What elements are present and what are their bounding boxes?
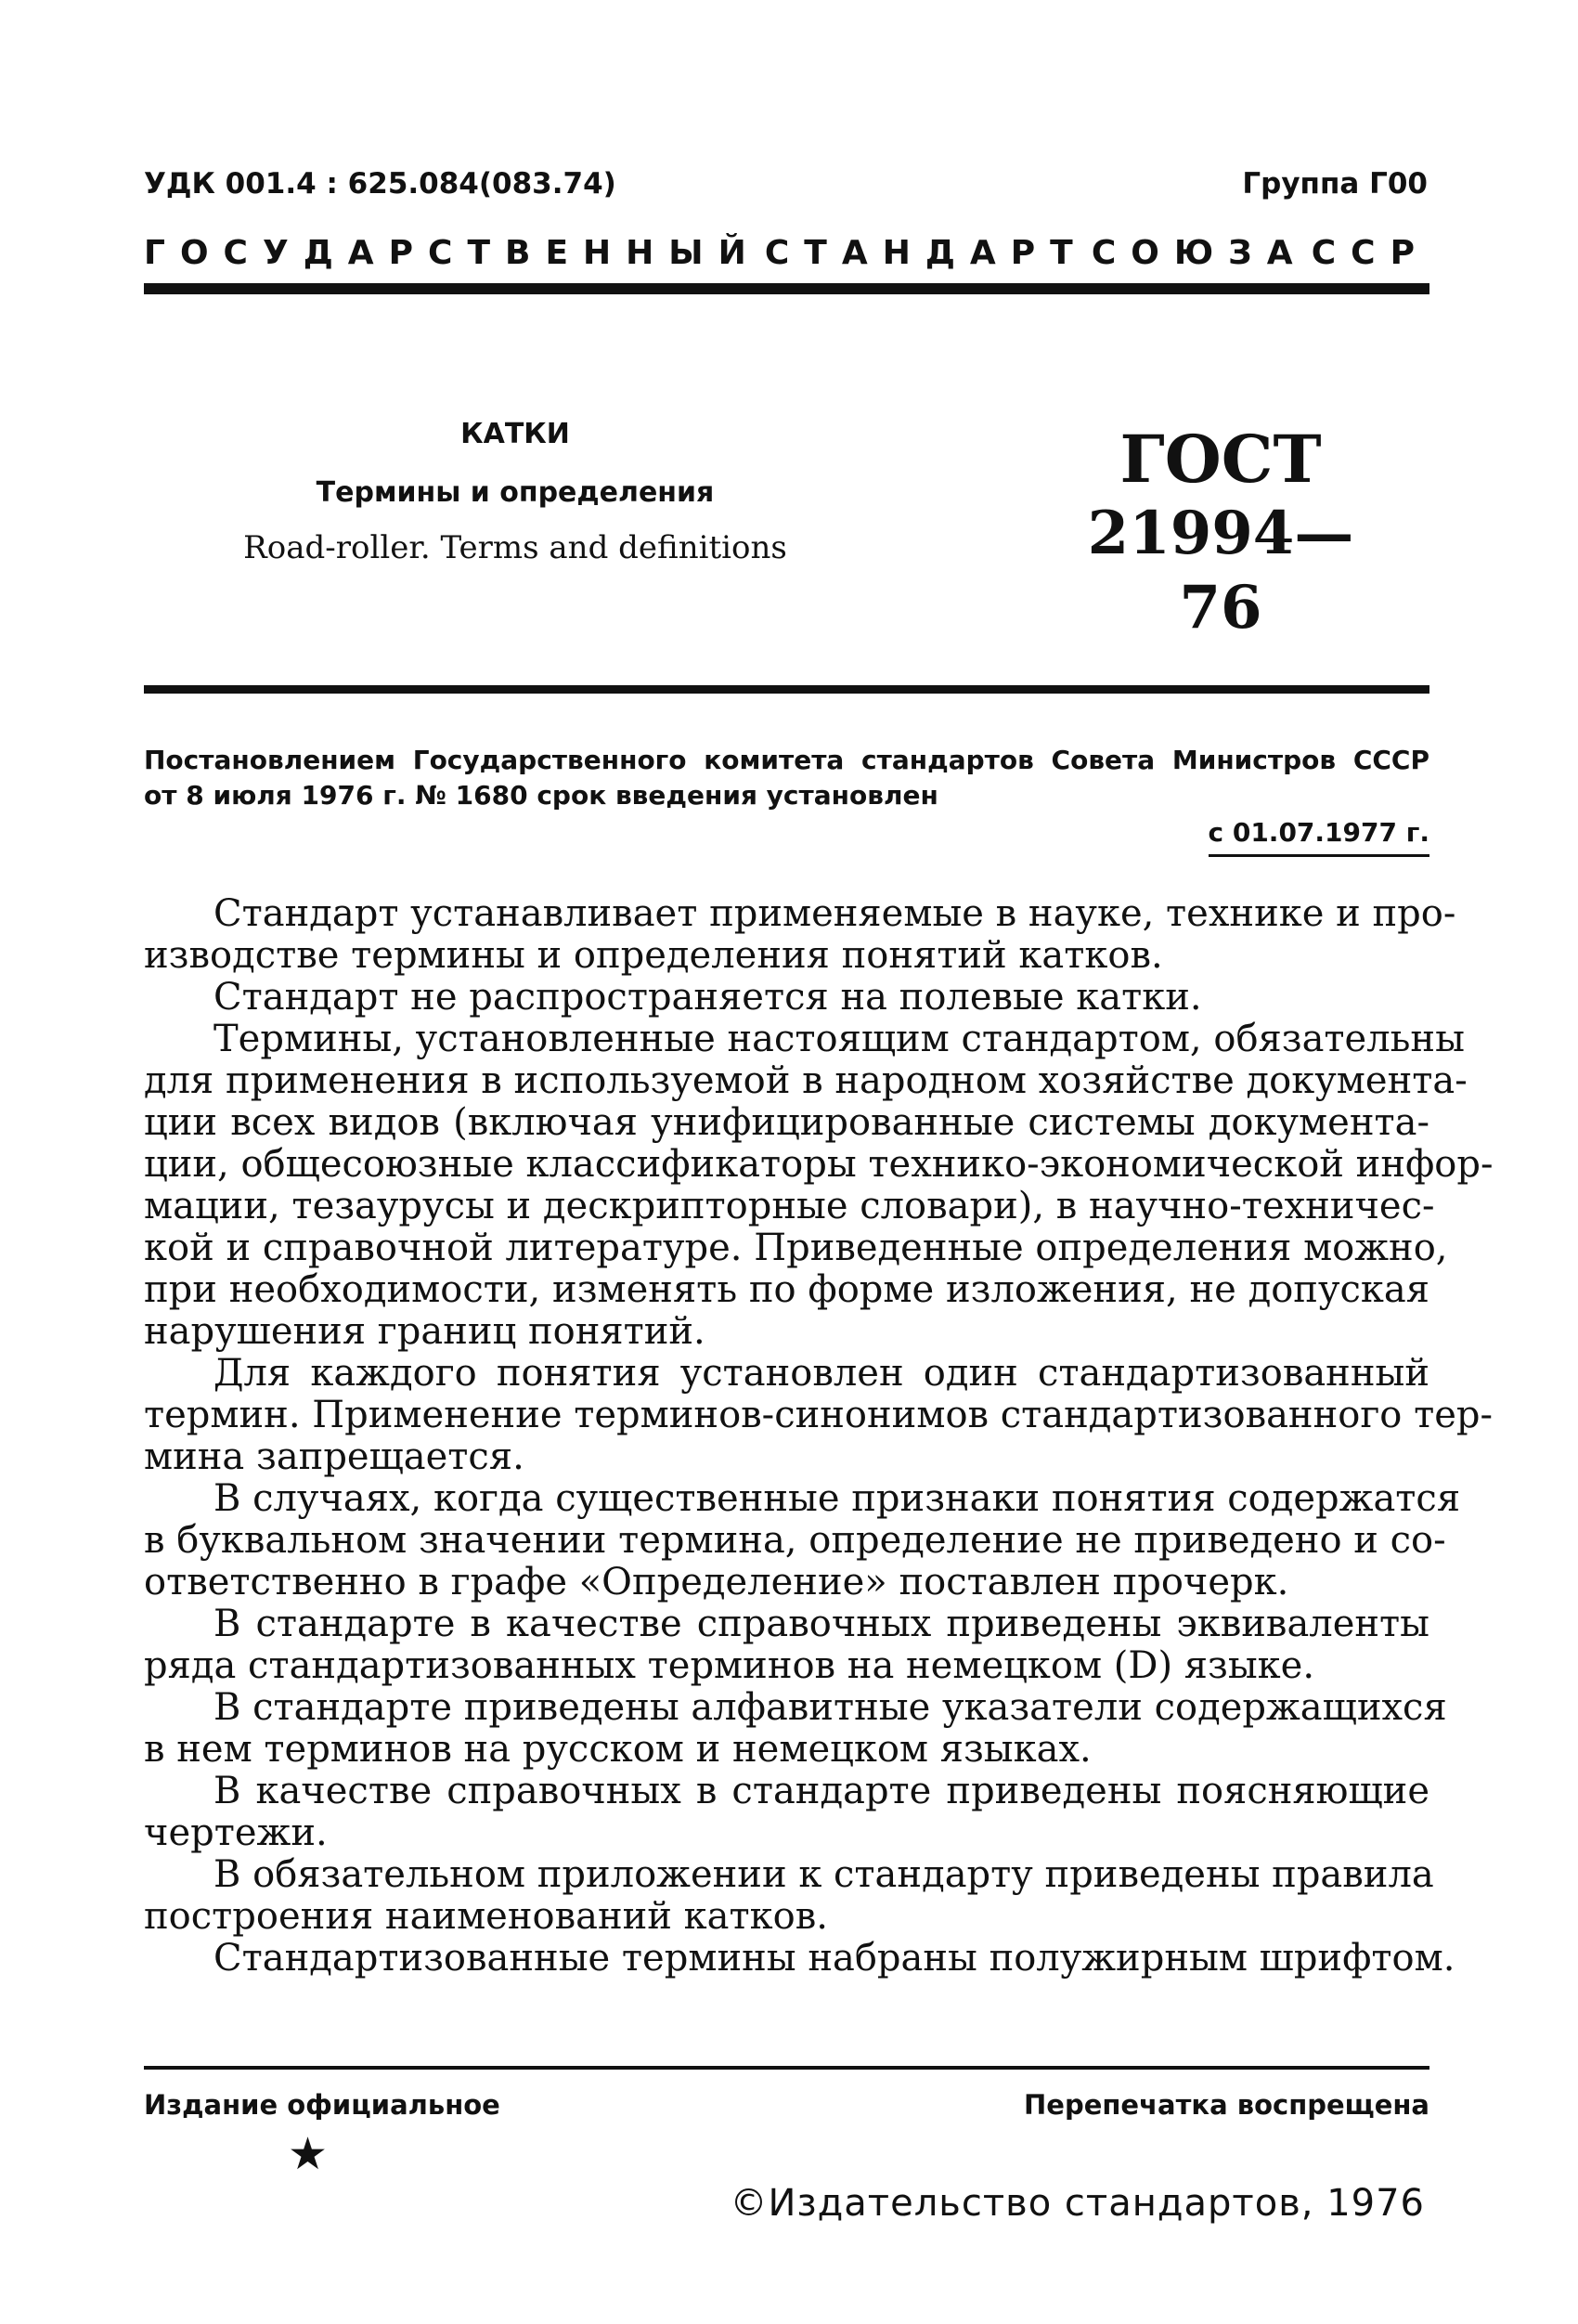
body-line: мации, тезаурусы и дескрипторные словари), в научно-техничес- bbox=[144, 1185, 1435, 1227]
body-line: ответственно в графе «Определение» поставлен прочерк. bbox=[144, 1561, 1289, 1603]
body-line: термин. Применение терминов-синонимов стандартизованного тер- bbox=[144, 1394, 1494, 1436]
body-line: ции всех видов (включая унифицированные системы документа- bbox=[144, 1101, 1429, 1144]
body-line: в нем терминов на русском и немецком языках. bbox=[144, 1728, 1092, 1771]
body-line: Термины, установленные настоящим стандартом, обязательны bbox=[213, 1018, 1465, 1060]
heading-word: ССР bbox=[1311, 234, 1429, 272]
body-line: при необходимости, изменять по форме изложения, не допуская bbox=[144, 1268, 1429, 1311]
gost-designation bbox=[1058, 422, 1383, 645]
body-line: кой и справочной литературе. Приведенные определения можно, bbox=[144, 1227, 1448, 1269]
effective-date: с 01.07.1977 г. bbox=[1209, 815, 1430, 857]
body-line: Стандарт не распространяется на полевые катки. bbox=[213, 976, 1202, 1019]
heading-word: ГОСУДАРСТВЕННЫЙ bbox=[144, 234, 761, 272]
body-line: В стандарте приведены алфавитные указатели содержащихся bbox=[213, 1686, 1447, 1729]
bottom-rule bbox=[144, 2066, 1429, 2070]
gost-number: 21994—76 bbox=[1087, 499, 1354, 643]
middle-rule bbox=[144, 685, 1429, 694]
title-block bbox=[144, 418, 886, 566]
body-line: В обязательном приложении к стандарту приведены правила bbox=[213, 1853, 1434, 1896]
body-line: В случаях, когда существенные признаки понятия содержатся bbox=[213, 1477, 1461, 1520]
body-line: мина запрещается. bbox=[144, 1435, 524, 1478]
body-line: В качестве справочных в стандарте приведены поясняющие bbox=[213, 1770, 1429, 1812]
group-code: Группа Г00 bbox=[1242, 167, 1428, 201]
body-line: Для каждого понятия установлен один стандартизованный bbox=[213, 1352, 1429, 1395]
body-line: ции, общесоюзные классификаторы технико-экономической инфор- bbox=[144, 1143, 1494, 1186]
resolution-line: Постановлением Государственного комитета стандартов Совета Министров СССР bbox=[144, 745, 1429, 775]
heading-word: СОЮЗА bbox=[1091, 234, 1308, 272]
body-line: для применения в используемой в народном хозяйстве документа- bbox=[144, 1059, 1468, 1102]
reprint-prohibited: Перепечатка воспрещена bbox=[1024, 2089, 1429, 2121]
heading-word: СТАНДАРТ bbox=[764, 234, 1088, 272]
doc-title-english: Road-roller. Terms and definitions bbox=[243, 529, 787, 566]
udk-code: УДК 001.4 : 625.084(083.74) bbox=[144, 167, 616, 201]
doc-title: КАТКИ bbox=[460, 418, 570, 450]
state-standard-heading bbox=[144, 234, 1429, 272]
body-line: Стандарт устанавливает применяемые в науке, технике и про- bbox=[213, 892, 1456, 935]
body-line: построения наименований катков. bbox=[144, 1895, 828, 1938]
body-line: ряда стандартизованных терминов на немецком (D) языке. bbox=[144, 1644, 1315, 1687]
body-line: в буквальном значении термина, определение не приведено и со- bbox=[144, 1519, 1446, 1562]
body-line: нарушения границ понятий. bbox=[144, 1310, 705, 1353]
top-rule bbox=[144, 283, 1429, 294]
copyright: ©Издательство стандартов, 1976 bbox=[730, 2182, 1425, 2225]
body-line: чертежи. bbox=[144, 1811, 328, 1854]
official-edition: Издание официальное bbox=[144, 2089, 500, 2121]
doc-subtitle: Термины и определения bbox=[316, 476, 715, 509]
body-line: изводстве термины и определения понятий катков. bbox=[144, 934, 1163, 977]
resolution-text bbox=[144, 743, 1429, 813]
body-text bbox=[144, 892, 1494, 1980]
gost-label: ГОСТ bbox=[1119, 421, 1322, 498]
star-icon: ★ bbox=[288, 2128, 329, 2180]
body-line: В стандарте в качестве справочных приведены эквиваленты bbox=[213, 1603, 1429, 1645]
body-line: Стандартизованные термины набраны полужирным шрифтом. bbox=[213, 1937, 1455, 1980]
resolution-line: от 8 июля 1976 г. № 1680 срок введения установлен bbox=[144, 780, 938, 811]
